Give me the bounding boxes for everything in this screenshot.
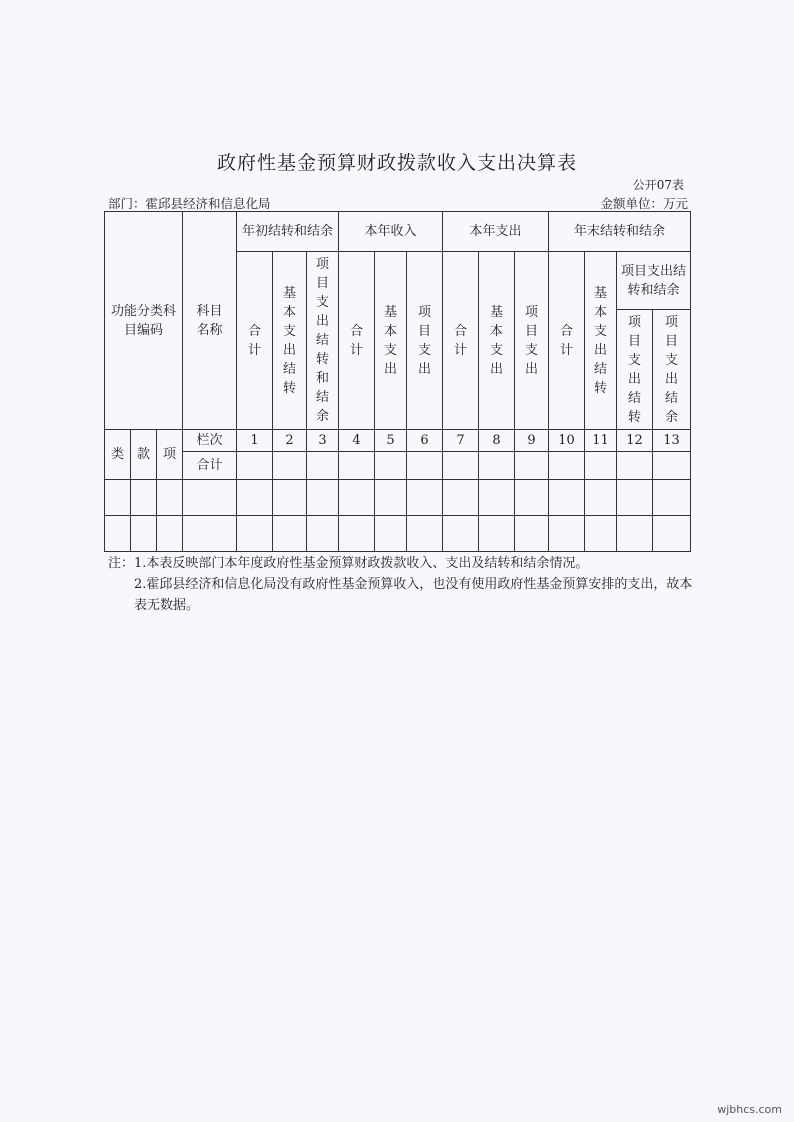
table-cell bbox=[617, 452, 653, 480]
note-1: 注：1.本表反映部门本年度政府性基金预算财政拨款收入、支出及结转和结余情况。 bbox=[108, 556, 589, 571]
carry-end-project-carry-header: 项目支出结转 bbox=[617, 310, 653, 430]
carry-end-basic-header: 基本支出结转 bbox=[585, 252, 617, 430]
col-no-10: 10 bbox=[549, 430, 585, 452]
table-row bbox=[105, 480, 691, 516]
table-cell bbox=[237, 452, 273, 480]
form-number: 公开07表 bbox=[632, 178, 684, 192]
carry-start-total-header: 合计 bbox=[237, 252, 273, 430]
table-cell bbox=[515, 452, 549, 480]
income-total-header: 合计 bbox=[339, 252, 375, 430]
col-no-12: 12 bbox=[617, 430, 653, 452]
col-no-6: 6 bbox=[407, 430, 443, 452]
col-no-9: 9 bbox=[515, 430, 549, 452]
col-no-11: 11 bbox=[585, 430, 617, 452]
col-no-8: 8 bbox=[479, 430, 515, 452]
subject-name-header: 科目名称 bbox=[183, 212, 237, 430]
income-project-header: 项目支出 bbox=[407, 252, 443, 430]
column-no-label: 栏次 bbox=[183, 430, 237, 452]
note-2: 2.霍邱县经济和信息化局没有政府性基金预算收入，也没有使用政府性基金预算安排的支出，故本表无数据。 bbox=[134, 577, 693, 613]
carry-end-header: 年末结转和结余 bbox=[549, 212, 691, 252]
expense-project-header: 项目支出 bbox=[515, 252, 549, 430]
site-watermark: wjbhcs.com bbox=[717, 1103, 782, 1116]
sum-label: 合计 bbox=[183, 452, 237, 480]
func-code-header: 功能分类科目编码 bbox=[105, 212, 183, 430]
col-no-1: 1 bbox=[237, 430, 273, 452]
col-no-4: 4 bbox=[339, 430, 375, 452]
expense-basic-header: 基本支出 bbox=[479, 252, 515, 430]
table-cell bbox=[307, 452, 339, 480]
unit-label: 金额单位：万元 bbox=[600, 196, 688, 211]
carry-start-basic-header: 基本支出结转 bbox=[273, 252, 307, 430]
table-cell bbox=[653, 452, 691, 480]
income-basic-header: 基本支出 bbox=[375, 252, 407, 430]
col-no-13: 13 bbox=[653, 430, 691, 452]
table-cell bbox=[375, 452, 407, 480]
carry-end-project-header: 项目支出结转和结余 bbox=[617, 252, 691, 310]
table-cell bbox=[273, 452, 307, 480]
department-label: 部门：霍邱县经济和信息化局 bbox=[108, 196, 271, 211]
table-cell bbox=[339, 452, 375, 480]
carry-end-project-balance-header: 项目支出结余 bbox=[653, 310, 691, 430]
page-title: 政府性基金预算财政拨款收入支出决算表 bbox=[216, 152, 577, 174]
carry-start-project-header: 项目支出结转和结余 bbox=[307, 252, 339, 430]
table-cell bbox=[585, 452, 617, 480]
subitem-label: 项 bbox=[157, 430, 183, 480]
table-cell bbox=[443, 452, 479, 480]
expense-header: 本年支出 bbox=[443, 212, 549, 252]
class-label: 类 bbox=[105, 430, 131, 480]
col-no-5: 5 bbox=[375, 430, 407, 452]
budget-table bbox=[104, 211, 691, 552]
expense-total-header: 合计 bbox=[443, 252, 479, 430]
col-no-3: 3 bbox=[307, 430, 339, 452]
col-no-7: 7 bbox=[443, 430, 479, 452]
bleed-through-text bbox=[120, 650, 680, 1030]
table-cell bbox=[407, 452, 443, 480]
table-cell bbox=[479, 452, 515, 480]
table-cell bbox=[549, 452, 585, 480]
income-header: 本年收入 bbox=[339, 212, 443, 252]
carry-end-total-header: 合计 bbox=[549, 252, 585, 430]
table-row bbox=[105, 516, 691, 552]
notes bbox=[108, 553, 698, 616]
carry-start-header: 年初结转和结余 bbox=[237, 212, 339, 252]
item-label: 款 bbox=[131, 430, 157, 480]
col-no-2: 2 bbox=[273, 430, 307, 452]
